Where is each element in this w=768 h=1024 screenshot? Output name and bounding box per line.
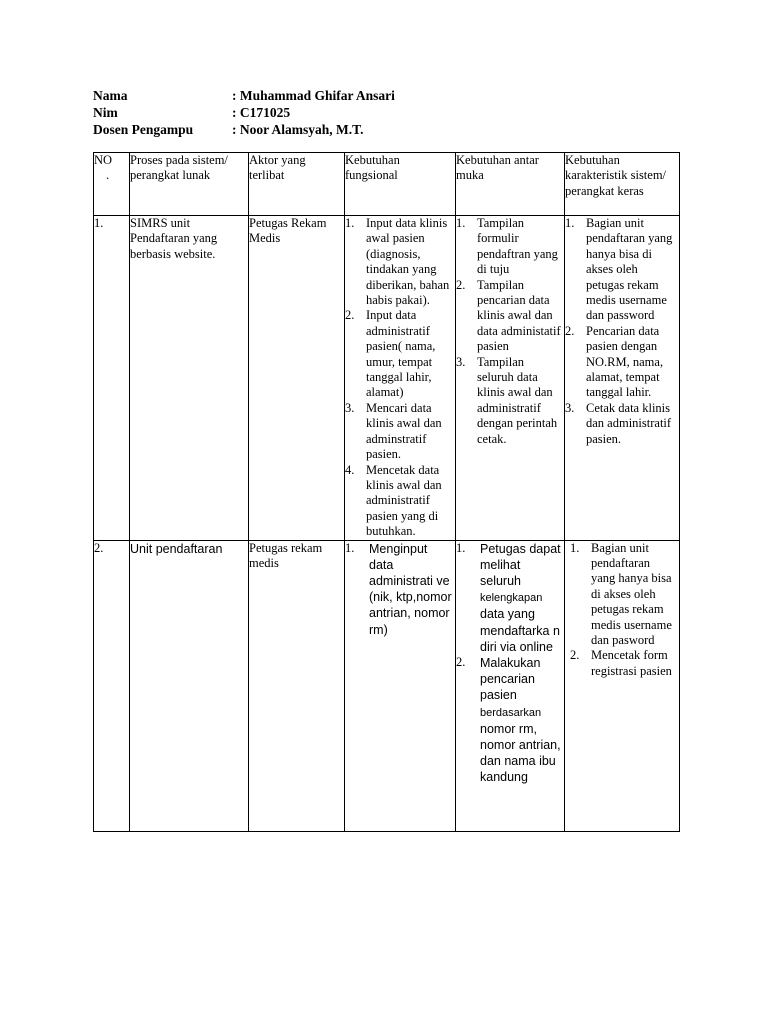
list-item (456, 655, 564, 786)
header-row-nim (93, 104, 395, 121)
header-row-lecturer (93, 121, 395, 138)
item-text: Mencari data klinis awal dan adminstratif pasien. (366, 400, 442, 462)
row-hardware (565, 216, 680, 541)
list-item (565, 216, 679, 324)
row-actor: Petugas rekam medis (249, 540, 345, 831)
list-item (570, 541, 679, 649)
item-number: 1. (565, 216, 575, 230)
item-text: Pencarian data pasien dengan NO.RM, nama, alamat, tempat tanggal lahir. (586, 323, 664, 400)
item-number: 2. (456, 654, 466, 669)
item-text: Tampilan formulir pendaftran yang di tuju (477, 216, 558, 277)
item-text: Mencetak form registrasi pasien (591, 648, 672, 678)
item-number: 1. (570, 540, 580, 555)
item-text: Tampilan seluruh data klinis awal dan administratif dengan perintah cetak. (477, 354, 558, 446)
header-label: Dosen Pengampu (93, 122, 194, 137)
item-text-part: data yang mendaftarka n diri via online (480, 607, 560, 654)
column-header-functional: Kebutuhan fungsional (345, 153, 456, 216)
item-text-part: kelengkapan (480, 592, 543, 605)
interface-list (456, 216, 564, 447)
requirements-table (93, 152, 680, 832)
table-header-row (94, 153, 680, 216)
row-process: Unit pendaftaran (130, 540, 249, 831)
list-item (456, 278, 564, 355)
row-interface (456, 216, 565, 541)
item-number: 1. (456, 540, 466, 555)
list-item (456, 216, 564, 278)
item-text-part: nomor rm, nomor antrian, dan nama ibu kandung (480, 721, 561, 785)
interface-list (456, 541, 564, 786)
item-text: Menginput data administrati ve (nik, ktp,nomor antrian, nomor rm) (369, 541, 452, 637)
row-actor: Petugas Rekam Medis (249, 216, 345, 541)
row-functional (345, 540, 456, 831)
column-header-hardware: Kebutuhan karakteristik sistem/ perangkat keras (565, 153, 680, 216)
item-number: 1. (456, 216, 466, 230)
column-header-process: Proses pada sistem/ perangkat lunak (130, 153, 249, 216)
row-number: 2. (94, 540, 130, 831)
item-number: 1. (345, 540, 355, 555)
list-item (345, 401, 455, 463)
functional-list (345, 216, 455, 540)
list-item (345, 463, 455, 540)
item-text: Tampilan pencarian data klinis awal dan data administatif pasien (477, 277, 561, 354)
item-text: Bagian unit pendaftaran yang hanya bisa di akses oleh petugas rekam medis username dan password (586, 216, 673, 323)
item-text: Input data klinis awal pasien (diagnosis, tindakan yang diberikan, bahan habis pakai). (366, 216, 450, 308)
row-process: SIMRS unit Pendaftaran yang berbasis website. (130, 216, 249, 541)
list-item (345, 216, 455, 308)
hardware-list (565, 216, 679, 447)
item-number: 2. (565, 323, 575, 338)
table-row (94, 540, 680, 831)
list-item (565, 324, 679, 401)
header-row-name (93, 87, 395, 104)
column-header-no-line: NO (94, 153, 113, 167)
item-number: 3. (565, 400, 575, 415)
header-label: Nama (93, 88, 128, 103)
item-text-part: Petugas dapat melihat seluruh (480, 541, 561, 588)
item-text: Input data administratif pasien( nama, umur, tempat tanggal lahir, alamat) (366, 308, 436, 400)
header-value: : C171025 (232, 105, 291, 120)
item-number: 2. (345, 308, 355, 323)
item-text-part: Malakukan pencarian pasien (480, 655, 541, 703)
row-functional (345, 216, 456, 541)
item-text (480, 541, 564, 655)
list-item (345, 541, 455, 638)
functional-list (345, 541, 455, 638)
column-header-no-dot: . (106, 168, 110, 183)
row-hardware (565, 540, 680, 831)
item-number: 1. (345, 216, 355, 230)
table-row (94, 216, 680, 541)
list-item (345, 308, 455, 400)
item-number: 2. (456, 277, 466, 292)
list-item (456, 541, 564, 655)
row-interface (456, 540, 565, 831)
document-header (93, 87, 395, 138)
item-number: 4. (345, 462, 355, 477)
header-value: : Noor Alamsyah, M.T. (232, 122, 364, 137)
item-text: Cetak data klinis dan administratif pasien. (586, 400, 672, 446)
column-header-no (94, 153, 130, 216)
column-header-actor: Aktor yang terlibat (249, 153, 345, 216)
list-item (570, 648, 679, 679)
item-text: Mencetak data klinis awal dan administratif pasien yang di butuhkan. (366, 462, 442, 539)
item-number: 3. (345, 400, 355, 415)
item-number: 2. (570, 648, 580, 663)
list-item (565, 401, 679, 447)
header-value: : Muhammad Ghifar Ansari (232, 88, 395, 103)
hardware-list (570, 541, 679, 680)
list-item (456, 355, 564, 447)
item-text (480, 655, 564, 786)
header-label: Nim (93, 105, 118, 120)
item-text-part: berdasarkan (480, 706, 542, 719)
item-number: 3. (456, 354, 466, 369)
row-number: 1. (94, 216, 130, 541)
item-text: Bagian unit pendaftaran yang hanya bisa di akses oleh petugas rekam medis username dan pasword (591, 540, 672, 647)
column-header-interface: Kebutuhan antar muka (456, 153, 565, 216)
